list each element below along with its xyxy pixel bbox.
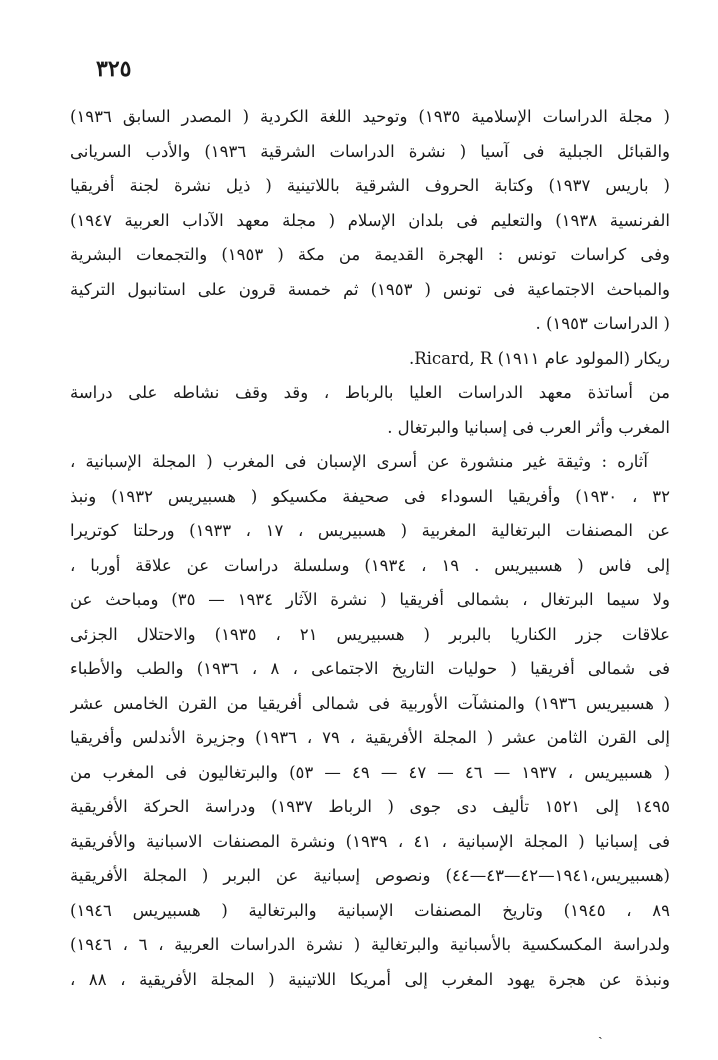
- text-line: إلى القرن الثامن عشر ( المجلة الأفريقية ، ٧٩ ، ١٩٣٦) وجزيرة الأندلس وأفريقيا: [70, 728, 670, 747]
- text-line: إلى فاس ( هسبيريس . ١٩ ، ١٩٣٤) وسلسلة دراسات عن علاقة أوربا ،: [70, 555, 670, 575]
- text-line: (هسبيريس،١٩٤١—٤٢—٤٣—٤٤) ونصوص إسبانية عن البربر ( المجلة الأفريقية: [70, 866, 670, 885]
- text-line: علاقات جزر الكناريا بالبربر ( هسبيريس ٢١ ، ١٩٣٥) والاحتلال الجزئى: [70, 624, 670, 644]
- text-line: ٨٩ ، ١٩٤٥) وتاريخ المصنفات الإسبانية والبرتغالية ( هسبيريس ١٩٤٦): [70, 900, 670, 920]
- text-line: آثاره : وثيقة غير منشورة عن أسرى الإسبان فى المغرب ( المجلة الإسبانية ،: [70, 452, 648, 471]
- text-line: فى شمالى أفريقيا ( حوليات التاريخ الاجتماعى ، ٨ ، ١٩٣٦) والطب والأطباء: [70, 659, 670, 678]
- text-line: والقبائل الجبلية فى آسيا ( نشرة الدراسات الشرقية ١٩٣٦) والأدب السريانى: [70, 141, 670, 161]
- body-text: [70, 100, 670, 997]
- text-line: ١٤٩٥ إلى ١٥٢١ تأليف دى جوى ( الرباط ١٩٣٧) ودراسة الحركة الأفريقية: [70, 797, 670, 816]
- text-line: ( باريس ١٩٣٧) وكتابة الحروف الشرقية باللاتينية ( ذيل نشرة لجنة أفريقيا: [70, 176, 670, 195]
- text-line: ( الدراسات ١٩٥٣) .: [535, 314, 670, 333]
- text-line: ( هسبيريس ١٩٣٦) والمنشآت الأوربية فى شمالى أفريقيا من القرن الخامس عشر: [70, 693, 670, 713]
- text-line: وفى كراسات تونس : الهجرة القديمة من مكة ( ١٩٥٣) والتجمعات البشرية: [70, 245, 670, 264]
- text-line: ( هسبيريس ، ١٩٣٧ — ٤٦ — ٤٧ — ٤٩ — ٥٣) والبرتغاليون فى المغرب من: [70, 762, 670, 782]
- text-line: ونبذة عن هجرة يهود المغرب إلى أمريكا اللاتينية ( المجلة الأفريقية ، ٨٨ ،: [70, 969, 670, 989]
- text-line: فى إسبانيا ( المجلة الإسبانية ، ٤١ ، ١٩٣٩) ونشرة المصنفات الاسبانية والأفريقية: [70, 831, 670, 851]
- text-line: ولدراسة المكسكسية بالأسبانية والبرتغالية ( نشرة الدراسات العربية ، ٦ ، ١٩٤٦): [70, 935, 670, 954]
- text-line: ولا سيما البرتغال ، بشمالى أفريقيا ( نشرة الآثار ١٩٣٤ — ٣٥) ومباحث عن: [70, 590, 670, 609]
- text-line: ( مجلة الدراسات الإسلامية ١٩٣٥) وتوحيد اللغة الكردية ( المصدر السابق ١٩٣٦): [70, 107, 670, 126]
- text-line: والمباحث الاجتماعية فى تونس ( ١٩٥٣) ثم خمسة قرون على استانبول التركية: [70, 279, 670, 299]
- page-number: ٣٢٥: [96, 56, 132, 82]
- text-line: المغرب وأثر العرب فى إسبانيا والبرتغال .: [387, 417, 670, 437]
- entry-heading: ريكار (المولود عام ١٩١١) Ricard, R.: [408, 348, 670, 368]
- text-line: الفرنسية ١٩٣٨) والتعليم فى بلدان الإسلام ( مجلة معهد الآداب العربية ١٩٤٧): [70, 210, 670, 230]
- text-line: ٣٢ ، ١٩٣٠) وأفريقيا السوداء فى صحيفة مكسيكو ( هسبيريس ١٩٣٢) ونبذ: [70, 486, 670, 506]
- footer-mark: ˎ: [598, 1024, 603, 1040]
- text-line: عن المصنفات البرتغالية المغربية ( هسبيريس ، ١٧ ، ١٩٣٣) ورحلتا كوتريرا: [70, 521, 670, 540]
- text-line: من أساتذة معهد الدراسات العليا بالرباط ، وقد وقف نشاطه على دراسة: [70, 383, 670, 402]
